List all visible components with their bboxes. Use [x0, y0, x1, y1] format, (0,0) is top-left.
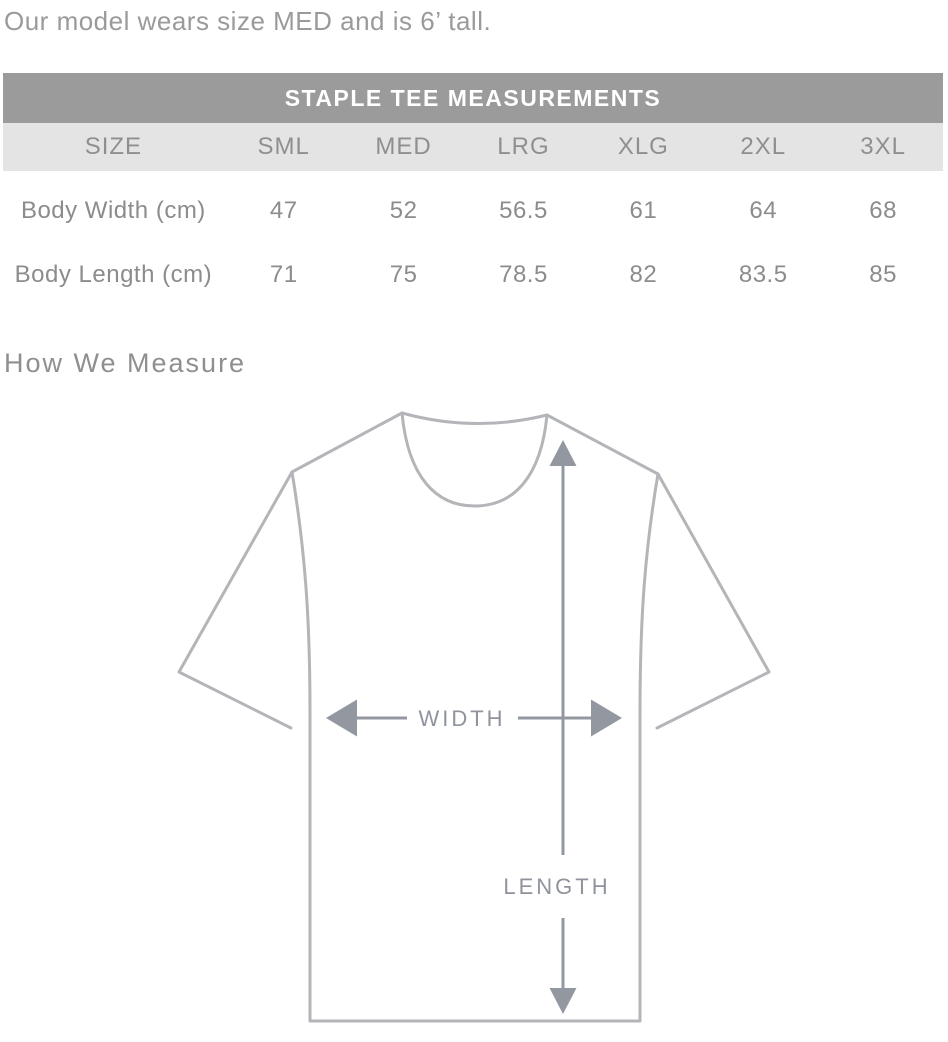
- size-table-title: STAPLE TEE MEASUREMENTS: [3, 73, 943, 123]
- arrow-left-icon: [326, 700, 357, 737]
- body-outline: [292, 472, 658, 1021]
- arrow-right-icon: [591, 700, 622, 737]
- column-header-med: MED: [375, 133, 432, 160]
- left-sleeve-outline: [179, 472, 292, 728]
- column-header-lrg: LRG: [497, 133, 550, 160]
- cell-value: 83.5: [738, 261, 788, 288]
- neckline-curve: [402, 413, 547, 506]
- column-header-size: SIZE: [84, 133, 143, 160]
- width-label: WIDTH: [418, 706, 506, 731]
- cell-value: 47: [269, 197, 298, 224]
- row-label: Body Length (cm): [14, 261, 213, 288]
- row-label: Body Width (cm): [20, 197, 206, 224]
- model-note-text: Our model wears size MED and is 6’ tall.: [4, 6, 492, 36]
- cell-value: 78.5: [499, 261, 548, 288]
- right-sleeve-outline: [657, 474, 769, 728]
- length-label: LENGTH: [503, 874, 611, 899]
- section-heading-how-we-measure: How We Measure: [4, 348, 247, 378]
- cell-value: 68: [869, 197, 897, 224]
- cell-value: 56.5: [499, 197, 548, 224]
- cell-value: 64: [749, 197, 778, 224]
- arrow-up-icon: [550, 440, 577, 466]
- cell-value: 52: [389, 197, 418, 224]
- column-header-xlg: XLG: [617, 133, 669, 160]
- cell-value: 82: [629, 261, 658, 288]
- cell-value: 71: [269, 261, 298, 288]
- cell-value: 85: [869, 261, 897, 288]
- cell-value: 75: [389, 261, 418, 288]
- width-arrow: [326, 700, 622, 737]
- column-header-sml: SML: [257, 133, 310, 160]
- cell-value: 61: [629, 197, 658, 224]
- column-header-3xl: 3XL: [860, 133, 906, 160]
- collar-back-line: [402, 413, 547, 424]
- arrow-down-icon: [550, 988, 577, 1014]
- left-shoulder-line: [292, 413, 402, 472]
- column-header-2xl: 2XL: [740, 133, 787, 160]
